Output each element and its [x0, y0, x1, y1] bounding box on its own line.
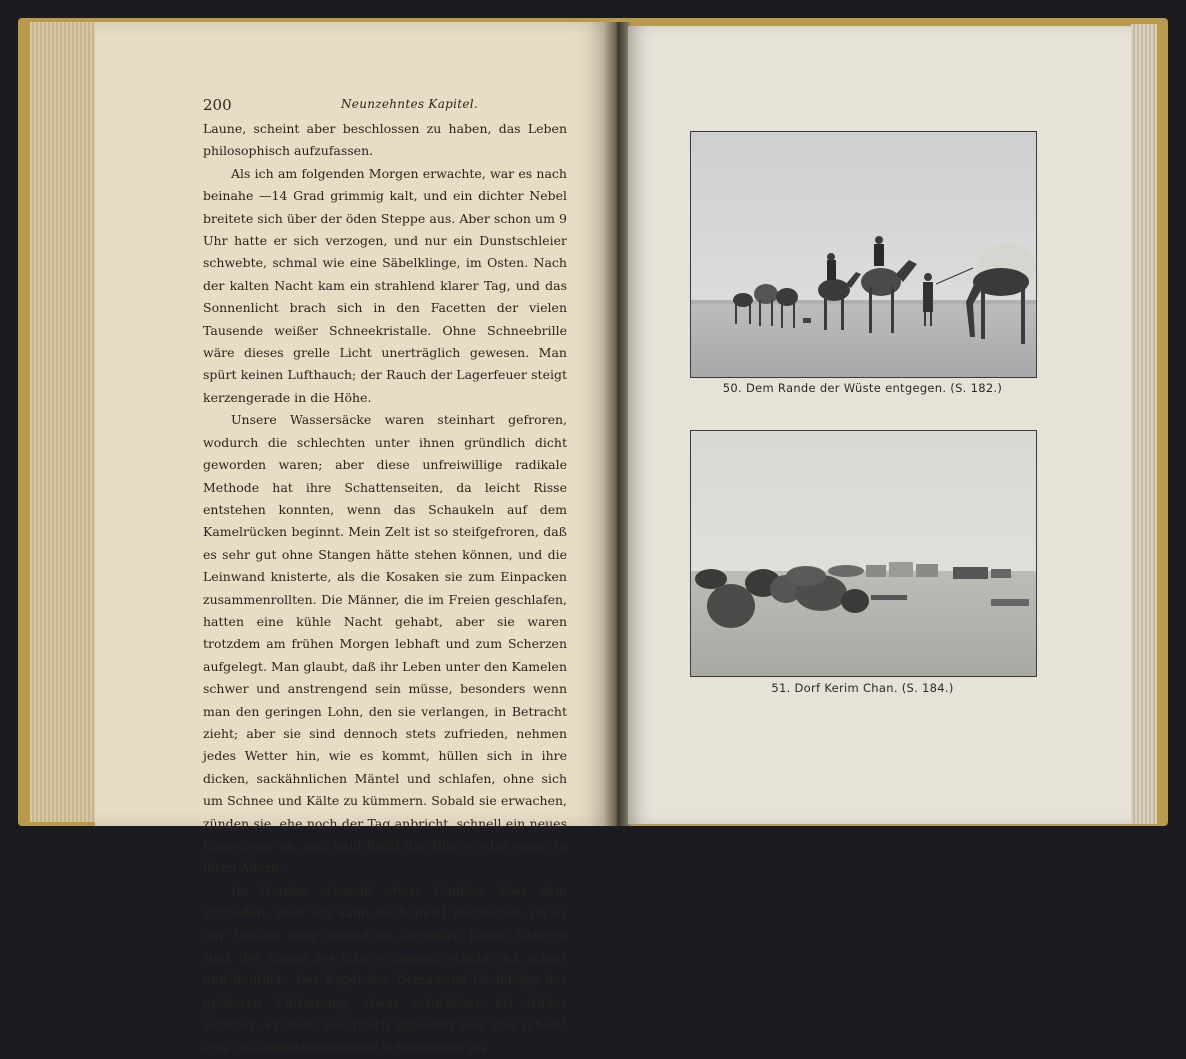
- body-text: [203, 118, 567, 1059]
- figure-caption: 51. Dorf Kerim Chan. (S. 184.): [771, 681, 954, 695]
- book-gutter: [604, 22, 630, 826]
- figure-caption: 50. Dem Rande der Wüste entgegen. (S. 182.): [722, 381, 1003, 395]
- paragraph: Im Norden schwebt etwas Dunkles über dem Erdboden, aber ich kann noch nicht feststellen, ob es nur Wolken oder undeutlich sichtbare kleine Gebirge sind, der Kamm des Elburs dagegen erhebt sich scharf und deutlich. Der Kegel des Demawend ist infolge der größeren Entfernung etwas schwächer als früher sichtbar; er sieht wie frisch gepudert aus und scheint eine zusammenhängendere Schneedecke als: [203, 882, 567, 1055]
- page-edges-right: [1131, 24, 1157, 824]
- running-head: Neunzehntes Kapitel.: [341, 97, 479, 111]
- page-number: 200: [203, 96, 232, 114]
- paragraph: Laune, scheint aber beschlossen zu haben, das Leben philosophisch aufzufassen.: [203, 121, 567, 159]
- paragraph: Als ich am folgenden Morgen erwachte, war es nach beinahe —14 Grad grimmig kalt, und ein dichter Nebel breitete sich über der öden Steppe aus. Aber schon um 9 Uhr hatte er sich verzogen, und nur ein Dunstschleier schwebte, schmal wie eine Säbelklinge, im Osten. Nach der kalten Nacht kam ein strahlend klarer Tag, und das Sonnenlicht brach sich in den Facetten der vielen Tausende weißer Schneekristalle. Ohne Schneebrille wäre dieses grelle Licht unerträglich gewesen. Man spürt keinen Lufthauch; der Rauch der Lagerfeuer steigt kerzengerade in die Höhe.: [203, 165, 567, 405]
- paragraph: Unsere Wassersäcke waren steinhart gefroren, wodurch die schlechten unter ihnen gründlich dicht geworden waren; aber diese unfreiwillige radikale Methode hat ihre Schattenseiten, da leicht Risse entstehen konnten, wenn das Schaukeln auf dem Kamelrücken beginnt. Mein Zelt ist so steifgefroren, daß es sehr gut ohne Stangen hätte stehen können, und die Leinwand knisterte, als die Kosaken sie zum Einpacken zusammenrollten. Die Männer, die im Freien geschlafen, hatten eine kühle Nacht gehabt, aber sie waren trotzdem am frühen Morgen lebhaft und zum Scherzen aufgelegt. Man glaubt, daß ihr Leben unter den Kamelen schwer und anstrengend sein müsse, besonders wenn man den geringen Lohn, den sie verlangen, in Betracht zieht; aber sie sind dennoch stets zufrieden, nehmen jedes Wetter hin, wie es kommt, hüllen sich in ihre dicken, sackähnlichen Mäntel und schlafen, ohne sich um Schnee und Kälte zu kümmern. Sobald sie erwachen, zünden sie, ehe noch der Tag anbricht, schnell ein neues Lagerfeuer an, und bald fließt das Blut wieder warm in ihren Adern.: [203, 412, 567, 876]
- photo-village-kerim-chan: [690, 430, 1037, 677]
- photo-camel-caravan: [690, 131, 1037, 378]
